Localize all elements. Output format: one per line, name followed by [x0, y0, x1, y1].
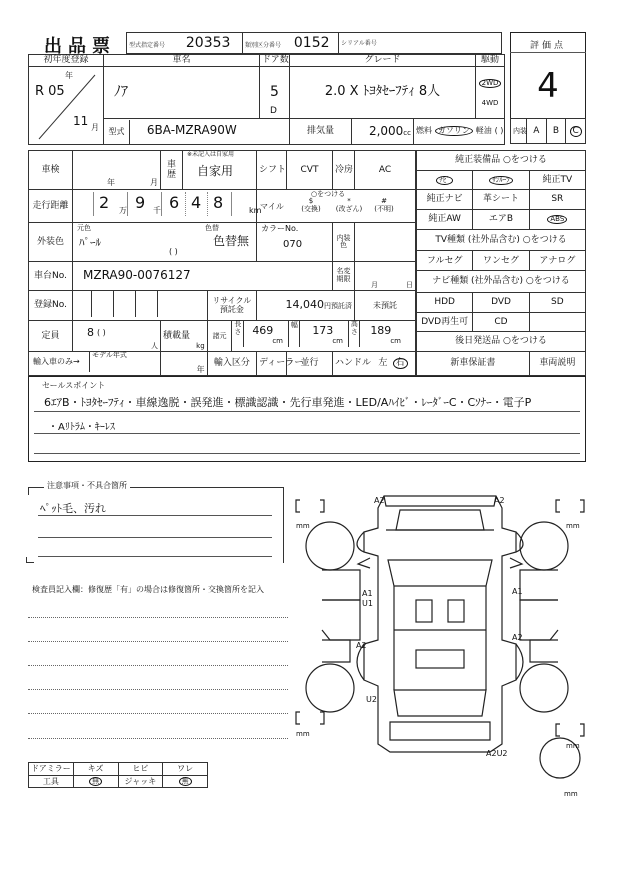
recycle-unpaid[interactable]: 未預託	[355, 290, 416, 321]
orig-color: ﾊﾟｰﾙ	[79, 236, 101, 250]
fuel-diesel[interactable]: 軽油	[475, 126, 492, 136]
mileage-circle-note: ○をつける	[311, 190, 346, 199]
inspection-month: 月	[150, 178, 158, 188]
mile-option-unknown[interactable]: # (不明)	[374, 197, 394, 213]
sales-line-2: ・Aﾘﾄﾗﾑ・ｷｰﾚｽ	[48, 422, 115, 433]
equipment-title: 純正装備品 ○をつける	[417, 151, 586, 171]
damage-mark: A1	[362, 589, 373, 598]
class-no: 0152	[293, 34, 330, 51]
grade: 2.0 X ﾄﾖﾀｾｰﾌﾃｨ 8人	[324, 84, 441, 100]
later-warranty[interactable]: 新車保証書	[417, 351, 530, 375]
mileage-label: 走行距離	[29, 190, 73, 223]
model-year-unit: 年	[196, 364, 205, 374]
equip-genuine-navi[interactable]: 純正ナビ	[417, 190, 473, 210]
mileage-digit: 4	[191, 193, 202, 213]
nav-title: ナビ種類 (社外品含む) ○をつける	[417, 271, 586, 293]
import-class-label: 輸入区分	[207, 351, 256, 375]
damage-mark: A2	[356, 641, 367, 650]
interior-grade-table	[510, 118, 586, 144]
nc-day: 日	[406, 280, 413, 289]
fuel-label: 燃料	[416, 126, 432, 136]
interior-a[interactable]: A	[527, 119, 547, 144]
front-right-tyre-icon	[520, 522, 568, 570]
front-left-tyre-icon	[306, 522, 354, 570]
interior-label: 内装	[511, 119, 527, 144]
score-value: 4	[537, 66, 559, 106]
len-label: 長さ	[232, 321, 244, 347]
color-label: 外装色	[29, 223, 73, 262]
door-label: ドア数	[260, 55, 290, 67]
nav-dvd[interactable]: DVD	[473, 292, 529, 312]
import-dealer[interactable]: ディーラー	[257, 351, 287, 375]
inspector-label: 検査員記入欄：修復歴「有」の場合は修復箇所・交換箇所を記入	[32, 585, 264, 594]
serial-label: シリアル番号	[341, 39, 377, 47]
color-paren: ( )	[169, 247, 178, 257]
equip-aw[interactable]: 純正AW	[417, 209, 473, 229]
height: 189	[370, 324, 392, 338]
nav-cd[interactable]: CD	[473, 312, 529, 332]
scratch-label: キズ	[73, 763, 118, 776]
door-suffix: D	[270, 105, 277, 116]
interior-b[interactable]: B	[546, 119, 566, 144]
length: 469	[252, 324, 274, 338]
nav-dvd-play[interactable]: DVD再生可	[417, 312, 473, 332]
equip-sr[interactable]: SR	[529, 190, 585, 210]
nc-month: 月	[371, 280, 378, 289]
recycle-amount: 14,040	[285, 298, 324, 312]
damage-mark: A2	[494, 496, 505, 505]
header-cert-table	[126, 32, 502, 54]
drive-label: 駆動	[476, 55, 505, 67]
equip-sunroof[interactable]: ｻﾝﾙｰﾌ	[489, 176, 513, 185]
mile-option-exchange[interactable]: $ (交換)	[301, 197, 321, 213]
notes-label: 注意事項・不具合箇所	[44, 480, 130, 491]
model-label: 型式	[104, 120, 130, 144]
capacity-label: 定員	[29, 321, 73, 352]
orig-color-label: 元色	[77, 224, 91, 233]
fuel-other: ( )	[494, 126, 504, 136]
crack-label: ヒビ	[118, 763, 163, 776]
type-cert-no: 20353	[185, 34, 231, 51]
tools-none[interactable]: 無	[89, 777, 102, 786]
nav-sd[interactable]: SD	[529, 292, 585, 312]
first-reg-era: R 05	[35, 84, 65, 99]
history-note: ※未記入は自家用	[187, 151, 235, 158]
break-label: ワレ	[163, 763, 208, 776]
car-name: ﾉｱ	[114, 84, 128, 101]
damage-mark: A1	[512, 587, 523, 596]
ac: AC	[355, 151, 416, 190]
mm-label: mm	[564, 790, 578, 798]
car-name-label: 車名	[104, 55, 260, 67]
mileage-digit: 9	[135, 193, 146, 213]
tv-oneseg[interactable]: ワンセグ	[473, 251, 529, 271]
capacity-unit: 人	[151, 341, 158, 350]
load-unit: kg	[196, 341, 205, 350]
damage-mark: U2	[366, 695, 377, 704]
equip-navi[interactable]: ﾅﾋﾞ	[436, 176, 453, 185]
color-change-label: 色替	[205, 224, 219, 233]
notes-line-1: ﾍﾟｯﾄ毛、汚れ	[40, 502, 106, 515]
damage-mark: U1	[362, 599, 373, 608]
equip-leather[interactable]: 革シート	[473, 190, 529, 210]
door-count: 5	[270, 84, 279, 101]
inspection-year: 年	[107, 178, 115, 188]
mm-label: mm	[296, 730, 310, 738]
inspection-label: 車検	[29, 151, 73, 190]
details-table	[28, 150, 416, 376]
fuel-gasoline[interactable]: ガソリン	[435, 126, 473, 136]
name-change-label: 名変期限	[333, 262, 355, 290]
first-reg-month: 11	[73, 114, 89, 128]
first-reg-label: 初年度登録	[29, 55, 104, 67]
import-label: 輸入車のみ→	[33, 356, 80, 366]
type-cert-label: 型式指定番号	[129, 41, 166, 49]
car-body-outline	[364, 496, 516, 752]
mirror-label: ドアミラー	[29, 763, 74, 776]
mileage-digit: 2	[99, 193, 110, 213]
sales-label: セールスポイント	[42, 381, 106, 390]
history-label: 車歴	[161, 151, 183, 190]
mileage-sen: 千	[153, 206, 161, 216]
form-title: 出品票	[44, 36, 116, 57]
mile-option-tampered[interactable]: * (改ざん)	[335, 197, 363, 213]
hgt-label: 高さ	[348, 321, 360, 347]
damage-mark: A2U2	[486, 749, 508, 758]
capacity-paren: ( )	[97, 328, 106, 338]
len-unit: cm	[272, 337, 283, 346]
jack-none[interactable]: 無	[179, 777, 192, 786]
tv-title: TV種類 (社外品含む) ○をつける	[417, 229, 586, 251]
nav-empty	[529, 312, 585, 332]
import-parallel[interactable]: 並行	[287, 351, 333, 375]
rear-left-tyre-icon	[306, 664, 354, 712]
model-year-label: モデル年式	[89, 352, 129, 372]
sales-line-1: 6ｴｱB・ﾄﾖﾀｾｰﾌﾃｨ・車線逸脱・誤発進・標識認識・先行車発進・LED/Aﾊｲﾋﾞ・ﾚｰﾀﾞｰC・Cｿﾅｰ・電子P	[44, 396, 532, 409]
capacity: 8	[87, 326, 94, 340]
width: 173	[312, 324, 334, 338]
hgt-unit: cm	[390, 337, 401, 346]
notes-bracket	[28, 487, 284, 563]
history: 自家用	[197, 164, 234, 178]
recycle-label: リサイクル預託金	[207, 290, 256, 321]
grade-label: グレード	[290, 55, 476, 67]
month-unit: 月	[91, 123, 99, 132]
shift-label: シフト	[257, 151, 287, 190]
handle-right[interactable]: 右	[393, 358, 408, 369]
jack-label: ジャッキ	[118, 775, 163, 788]
equip-airbag[interactable]: エアB	[473, 209, 529, 229]
tools-table	[28, 762, 208, 788]
class-label: 類別区分番号	[245, 41, 282, 49]
color-change: 色替無	[213, 234, 250, 249]
mm-label: mm	[566, 522, 580, 530]
rear-right-tyre-icon	[520, 664, 568, 712]
displacement: 2,000	[368, 123, 404, 138]
equip-tv[interactable]: 純正TV	[529, 170, 585, 190]
mileage-digit: 6	[169, 193, 180, 213]
drive-2wd[interactable]: 2WD	[479, 79, 502, 88]
later-title: 後日発送品 ○をつける	[417, 332, 586, 352]
tv-analog[interactable]: アナログ	[529, 251, 585, 271]
displacement-unit: cc	[403, 128, 411, 137]
equip-abs[interactable]: ABS	[547, 215, 567, 224]
recycle-unit: 円預託済	[324, 302, 352, 311]
mileage-digits	[73, 190, 269, 218]
vehicle-table	[28, 54, 505, 145]
color-no-label: カラーNo.	[261, 224, 299, 234]
wid-unit: cm	[332, 337, 343, 346]
equipment-table	[416, 150, 586, 376]
damage-mark: A2	[374, 496, 385, 505]
mileage-digit: 8	[213, 193, 224, 213]
dim-label: 諸元	[207, 321, 232, 352]
load-label: 積載量	[163, 330, 191, 341]
chassis-label: 車台No.	[29, 262, 73, 290]
tools-label: 工具	[29, 775, 74, 788]
mile-label[interactable]: マイル	[260, 202, 284, 212]
nav-hdd[interactable]: HDD	[417, 292, 473, 312]
tv-fullseg[interactable]: フルセグ	[417, 251, 473, 271]
interior-color-label: 内装色	[333, 223, 355, 262]
mileage-man: 万	[119, 206, 127, 216]
interior-c[interactable]: C	[570, 126, 582, 137]
ac-label: 冷房	[333, 151, 355, 190]
model-code: 6BA-MZRA90W	[146, 122, 237, 137]
handle-label: ハンドル	[334, 357, 371, 368]
mileage-unit: km	[249, 206, 262, 216]
mm-label: mm	[566, 742, 580, 750]
color-no: 070	[283, 239, 303, 251]
mm-label: mm	[296, 522, 310, 530]
drive-4wd[interactable]: 4WD	[481, 98, 499, 107]
wid-label: 幅	[288, 321, 300, 347]
score-label: 評価点	[529, 41, 566, 51]
chassis-no: MZRA90-0076127	[83, 268, 191, 283]
damage-mark: A2	[512, 633, 523, 642]
shift: CVT	[287, 151, 333, 190]
displacement-label: 排気量	[290, 119, 352, 145]
later-manual[interactable]: 車両説明	[529, 351, 585, 375]
car-diagram	[290, 490, 590, 810]
handle-left[interactable]: 左	[378, 357, 388, 368]
year-unit: 年	[65, 71, 73, 80]
reg-label: 登録No.	[29, 290, 73, 321]
